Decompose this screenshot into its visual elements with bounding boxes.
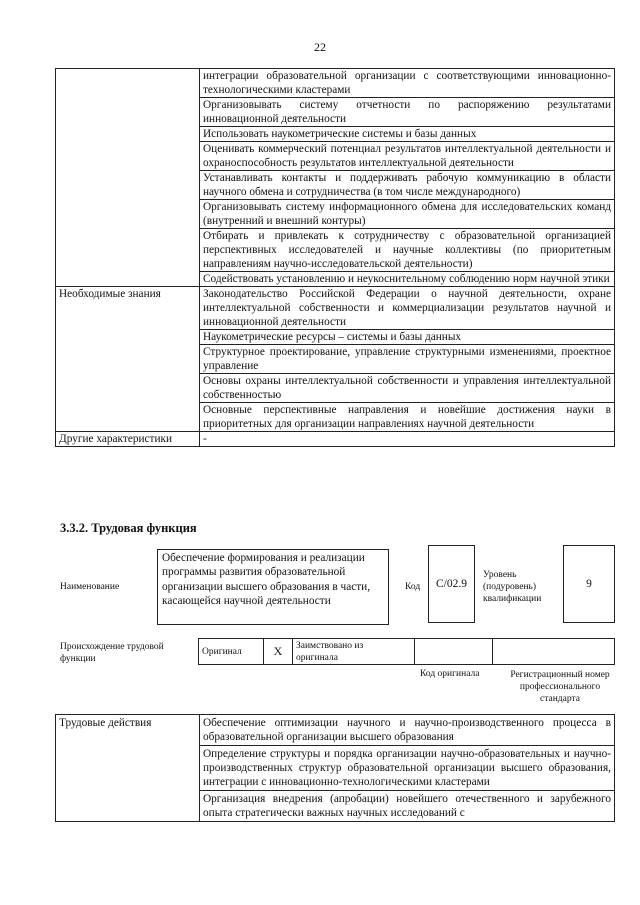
- labor-actions-table: [55, 714, 615, 822]
- table-cell: Оценивать коммерческий потенциал результатов интеллектуальной деятельности и охраноспособность результатов интеллектуальной деятельности: [200, 142, 615, 171]
- borrowed-label: [293, 639, 415, 665]
- reg-number-caption: [500, 669, 620, 705]
- table-cell: Структурное проектирование, управление структурными изменениями, проектное управление: [200, 345, 615, 374]
- row-label-other: Другие характеристики: [56, 432, 200, 447]
- table-cell: Обеспечение оптимизации научного и научно-производственного процесса в образовательной организации высшего образования: [200, 715, 615, 746]
- section-title: 3.3.2. Трудовая функция: [60, 521, 197, 535]
- borrowed-label-line: оригинала: [296, 652, 338, 663]
- code-label: Код: [405, 582, 421, 592]
- row-label-actions: Трудовые действия: [56, 715, 200, 822]
- level-label: [483, 569, 541, 605]
- reg-number-cell: [493, 639, 615, 665]
- table-cell: Законодательство Российской Федерации о научной деятельности, охране интеллектуальной собственности и коммерциализации результатов научной и инновационной деятельности: [200, 287, 615, 330]
- code-original-cell: [415, 639, 493, 665]
- table-cell: Содействовать установлению и неукоснительному соблюдению норм научной этики: [200, 272, 615, 287]
- requirements-table: [55, 68, 615, 447]
- level-label-line: квалификации: [483, 594, 542, 604]
- reg-number-caption-line: профессионального: [519, 682, 601, 692]
- level-label-line: (подуровень): [483, 582, 537, 592]
- reg-number-caption-line: Регистрационный номер: [510, 670, 610, 680]
- table-cell: Отбирать и привлекать к сотрудничеству с образовательной организацией перспективных исследователей и научные коллективы (по приоритетным направлениям научно-исследовательской деятельности): [200, 229, 615, 272]
- row-label-skills: [56, 69, 200, 287]
- borrowed-label-line: Заимствовано из: [296, 640, 364, 651]
- level-value: 9: [563, 545, 615, 623]
- level-label-line: Уровень: [483, 570, 517, 580]
- table-cell: Организовывать систему отчетности по распоряжению результатами инновационной деятельности: [200, 98, 615, 127]
- reg-number-caption-line: стандарта: [540, 694, 580, 704]
- page-number: 22: [314, 40, 326, 54]
- table-cell: Использовать наукометрические системы и базы данных: [200, 127, 615, 142]
- table-cell: интеграции образовательной организации с соответствующими инновационно-технологическими кластерами: [200, 69, 615, 98]
- table-cell: Основные перспективные направления и новейшие достижения науки в приоритетных для организации направлениях научной деятельности: [200, 403, 615, 432]
- table-cell: -: [200, 432, 615, 447]
- original-mark: X: [264, 639, 293, 665]
- table-cell: Наукометрические ресурсы – системы и базы данных: [200, 330, 615, 345]
- table-cell: Организовывать систему информационного обмена для исследовательских команд (внутренний и внешний контуры): [200, 200, 615, 229]
- table-row: [199, 639, 615, 665]
- row-label-knowledge: Необходимые знания: [56, 287, 200, 432]
- original-label: Оригинал: [199, 639, 264, 665]
- table-cell: Основы охраны интеллектуальной собственности и управления интеллектуальной собственностью: [200, 374, 615, 403]
- origin-table: [198, 638, 615, 665]
- table-row: [56, 287, 615, 330]
- table-cell: Определение структуры и порядка организации научно-образовательных и научно-производственных структур образовательной организации высшего образования, интеграции с инновационно-технологическими кластерами: [200, 746, 615, 791]
- origin-label: [60, 641, 164, 665]
- table-cell: Организация внедрения (апробации) новейшего отечественного и зарубежного опыта стратегически важных научных исследований с: [200, 791, 615, 822]
- table-row: [56, 69, 615, 98]
- table-row: [56, 432, 615, 447]
- table-cell: Устанавливать контакты и поддерживать рабочую коммуникацию в области научного обмена и сотрудничества (в том числе международного): [200, 171, 615, 200]
- origin-label-line: функции: [60, 654, 96, 664]
- code-value: C/02.9: [428, 545, 475, 623]
- name-label: Наименование: [60, 582, 120, 592]
- origin-label-line: Происхождение трудовой: [60, 642, 164, 652]
- code-original-caption: Код оригинала: [420, 669, 480, 679]
- table-row: [56, 715, 615, 746]
- function-name-value: Обеспечение формирования и реализации программы развития образовательной организации высшего образования в части, касающейся научной деятельности: [157, 549, 389, 625]
